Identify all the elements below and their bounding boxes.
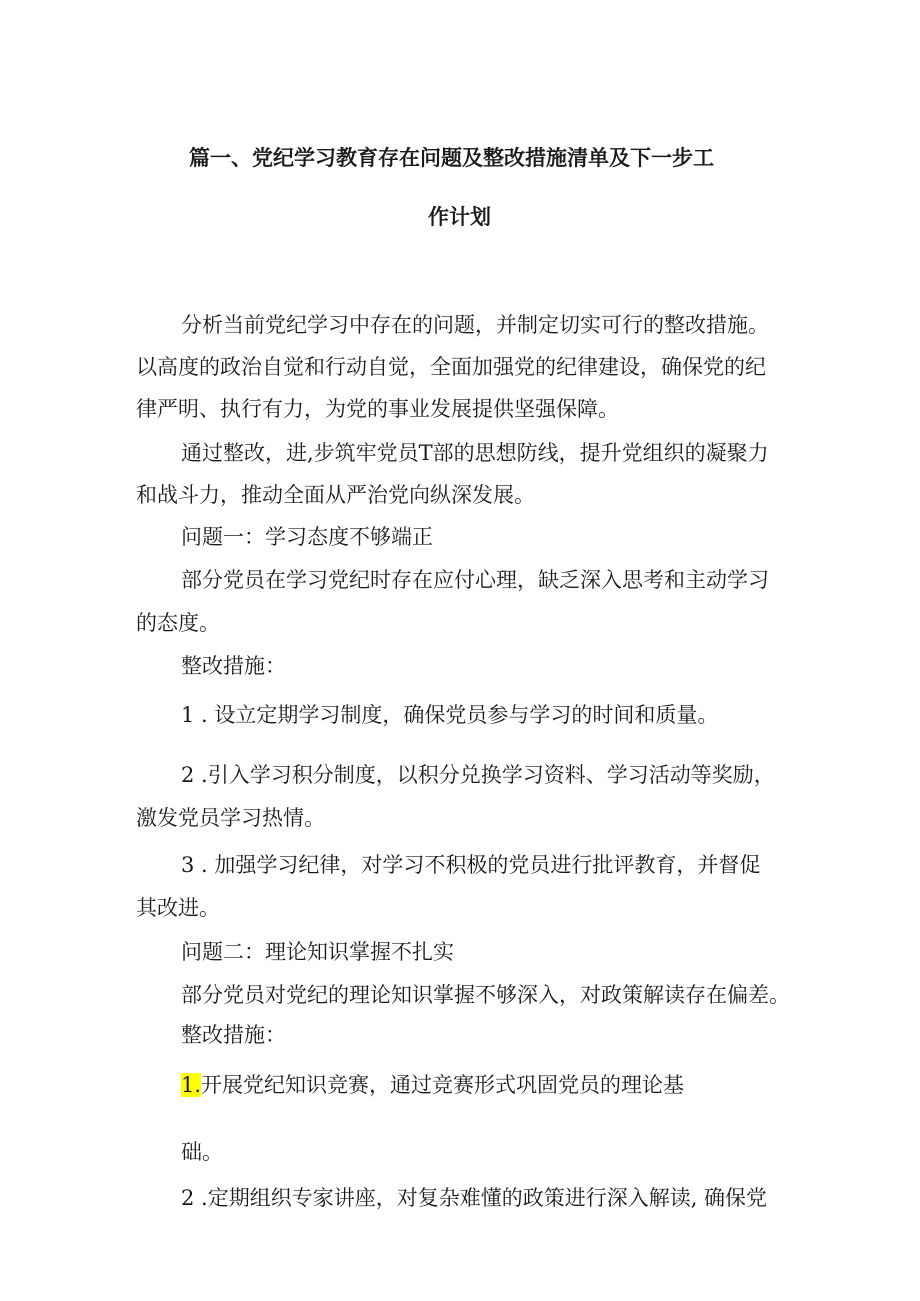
paragraph-line: 通过整改，进,步筑牢党员T部的思想防线，提升党组织的凝聚力 xyxy=(181,441,769,465)
highlighted-number: 1. xyxy=(181,1073,202,1097)
paragraph-line: 部分党员对党纪的理论知识掌握不够深入，对政策解读存在偏差。 xyxy=(181,983,790,1007)
paragraph-line: 的态度。 xyxy=(136,611,220,635)
document-title-line1: 篇一、党纪学习教育存在问题及整改措施清单及下一步工 xyxy=(189,146,714,170)
paragraph-line: 和战斗力，推动全面从严治党向纵深发展。 xyxy=(136,483,535,507)
measures-label: 整改措施： xyxy=(181,654,286,678)
list-item-continued: 其改进。 xyxy=(136,896,220,920)
list-item-continued: 激发党员学习热情。 xyxy=(136,806,325,830)
list-item: 1 . 设立定期学习制度，确保党员参与学习的时间和质量。 xyxy=(181,703,719,727)
list-item: 2 .引入学习积分制度，以积分兑换学习资料、学习活动等奖励， xyxy=(181,763,775,787)
list-item-continued: 础。 xyxy=(181,1140,223,1164)
list-item-text: 开展党纪知识竞赛，通过竞赛形式巩固党员的理论基 xyxy=(201,1073,685,1097)
paragraph-line: 以高度的政治自觉和行动自觉，全面加强党的纪律建设，确保党的纪 xyxy=(136,355,766,379)
list-item: 3 . 加强学习纪律，对学习不积极的党员进行批评教育，并督促 xyxy=(181,853,761,877)
paragraph-line: 分析当前党纪学习中存在的问题，并制定切实可行的整改措施。 xyxy=(181,313,769,337)
list-item xyxy=(181,1070,684,1100)
section-heading-problem-1: 问题一：学习态度不够端正 xyxy=(181,525,433,549)
measures-label: 整改措施： xyxy=(181,1023,286,1047)
list-item: 2 .定期组织专家讲座，对复杂难懂的政策进行深入解读, 确保党 xyxy=(181,1186,768,1210)
document-title-line2: 作计划 xyxy=(428,205,491,229)
paragraph-line: 律严明、执行有力，为党的事业发展提供坚强保障。 xyxy=(136,397,619,421)
section-heading-problem-2: 问题二：理论知识掌握不扎实 xyxy=(181,940,454,964)
paragraph-line: 部分党员在学习党纪时存在应付心理，缺乏深入思考和主动学习 xyxy=(181,568,769,592)
